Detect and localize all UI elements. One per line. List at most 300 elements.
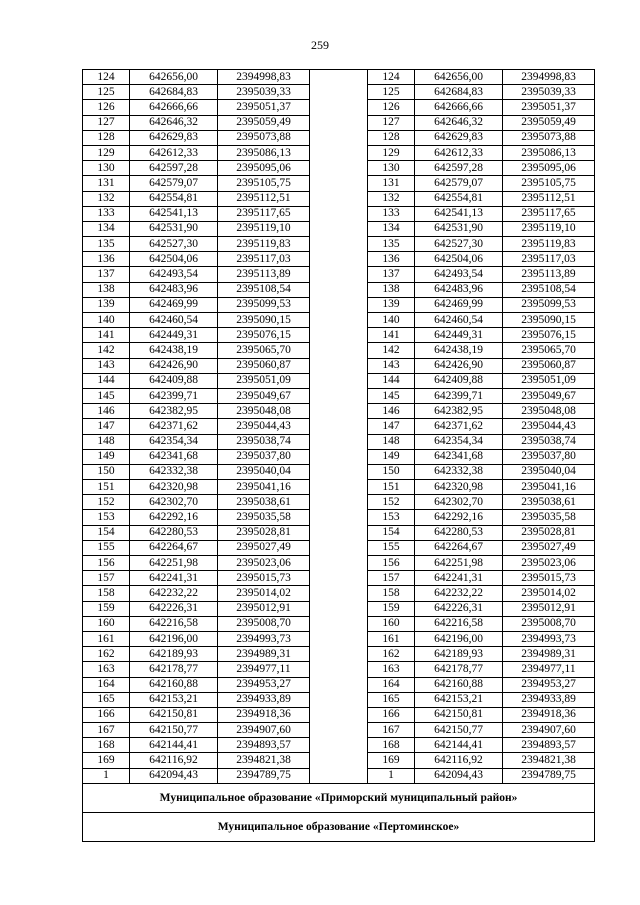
right-y-coordinate-cell: 2395041,16 xyxy=(503,480,595,495)
column-gap xyxy=(310,373,368,388)
left-y-coordinate-cell: 2395076,15 xyxy=(218,328,310,343)
table-row xyxy=(83,510,595,525)
column-gap xyxy=(310,707,368,722)
table-row xyxy=(83,692,595,707)
right-x-coordinate-cell: 642371,62 xyxy=(415,419,503,434)
left-x-coordinate-cell: 642438,19 xyxy=(130,343,218,358)
left-point-number-cell: 129 xyxy=(83,145,130,160)
left-x-coordinate-cell: 642196,00 xyxy=(130,631,218,646)
right-y-coordinate-cell: 2395105,75 xyxy=(503,176,595,191)
left-point-number-cell: 136 xyxy=(83,252,130,267)
table-row xyxy=(83,540,595,555)
column-gap xyxy=(310,100,368,115)
left-x-coordinate-cell: 642646,32 xyxy=(130,115,218,130)
table-row xyxy=(83,601,595,616)
left-x-coordinate-cell: 642232,22 xyxy=(130,586,218,601)
right-point-number-cell: 163 xyxy=(368,662,415,677)
right-point-number-cell: 150 xyxy=(368,464,415,479)
right-point-number-cell: 1 xyxy=(368,768,415,783)
left-y-coordinate-cell: 2395108,54 xyxy=(218,282,310,297)
column-gap xyxy=(310,115,368,130)
table-row xyxy=(83,237,595,252)
column-gap xyxy=(310,85,368,100)
right-x-coordinate-cell: 642612,33 xyxy=(415,145,503,160)
left-x-coordinate-cell: 642483,96 xyxy=(130,282,218,297)
column-gap xyxy=(310,434,368,449)
column-gap xyxy=(310,556,368,571)
left-x-coordinate-cell: 642241,31 xyxy=(130,571,218,586)
right-x-coordinate-cell: 642251,98 xyxy=(415,556,503,571)
left-x-coordinate-cell: 642216,58 xyxy=(130,616,218,631)
column-gap xyxy=(310,328,368,343)
left-y-coordinate-cell: 2395099,53 xyxy=(218,297,310,312)
left-point-number-cell: 159 xyxy=(83,601,130,616)
table-row xyxy=(83,738,595,753)
right-x-coordinate-cell: 642666,66 xyxy=(415,100,503,115)
left-point-number-cell: 167 xyxy=(83,723,130,738)
table-row xyxy=(83,373,595,388)
left-x-coordinate-cell: 642612,33 xyxy=(130,145,218,160)
column-gap xyxy=(310,358,368,373)
right-x-coordinate-cell: 642241,31 xyxy=(415,571,503,586)
table-row xyxy=(83,343,595,358)
column-gap xyxy=(310,313,368,328)
column-gap xyxy=(310,343,368,358)
right-y-coordinate-cell: 2395051,37 xyxy=(503,100,595,115)
right-point-number-cell: 134 xyxy=(368,221,415,236)
column-gap xyxy=(310,388,368,403)
left-x-coordinate-cell: 642541,13 xyxy=(130,206,218,221)
right-x-coordinate-cell: 642399,71 xyxy=(415,388,503,403)
table-row xyxy=(83,388,595,403)
table-row xyxy=(83,723,595,738)
left-x-coordinate-cell: 642504,06 xyxy=(130,252,218,267)
table-row xyxy=(83,586,595,601)
coordinates-table xyxy=(82,69,595,842)
left-point-number-cell: 157 xyxy=(83,571,130,586)
left-y-coordinate-cell: 2395059,49 xyxy=(218,115,310,130)
right-y-coordinate-cell: 2395060,87 xyxy=(503,358,595,373)
section-heading-row xyxy=(83,783,595,812)
left-x-coordinate-cell: 642354,34 xyxy=(130,434,218,449)
table-row xyxy=(83,495,595,510)
right-point-number-cell: 141 xyxy=(368,328,415,343)
table-row xyxy=(83,677,595,692)
table-row xyxy=(83,434,595,449)
left-y-coordinate-cell: 2395038,74 xyxy=(218,434,310,449)
left-x-coordinate-cell: 642656,00 xyxy=(130,70,218,85)
column-gap xyxy=(310,738,368,753)
right-x-coordinate-cell: 642332,38 xyxy=(415,464,503,479)
left-point-number-cell: 146 xyxy=(83,404,130,419)
right-y-coordinate-cell: 2395023,06 xyxy=(503,556,595,571)
right-y-coordinate-cell: 2394993,73 xyxy=(503,631,595,646)
left-y-coordinate-cell: 2395112,51 xyxy=(218,191,310,206)
left-y-coordinate-cell: 2395048,08 xyxy=(218,404,310,419)
column-gap xyxy=(310,510,368,525)
right-x-coordinate-cell: 642150,77 xyxy=(415,723,503,738)
right-x-coordinate-cell: 642493,54 xyxy=(415,267,503,282)
left-x-coordinate-cell: 642150,77 xyxy=(130,723,218,738)
table-row xyxy=(83,464,595,479)
table-row xyxy=(83,328,595,343)
right-point-number-cell: 154 xyxy=(368,525,415,540)
column-gap xyxy=(310,419,368,434)
table-row xyxy=(83,267,595,282)
left-y-coordinate-cell: 2395008,70 xyxy=(218,616,310,631)
left-x-coordinate-cell: 642251,98 xyxy=(130,556,218,571)
right-x-coordinate-cell: 642438,19 xyxy=(415,343,503,358)
left-y-coordinate-cell: 2395027,49 xyxy=(218,540,310,555)
right-x-coordinate-cell: 642426,90 xyxy=(415,358,503,373)
section-heading: Муниципальное образование «Приморский муниципальный район» xyxy=(83,783,595,812)
right-point-number-cell: 136 xyxy=(368,252,415,267)
column-gap xyxy=(310,464,368,479)
coordinates-table-body xyxy=(83,70,595,842)
right-x-coordinate-cell: 642320,98 xyxy=(415,480,503,495)
left-x-coordinate-cell: 642371,62 xyxy=(130,419,218,434)
right-point-number-cell: 139 xyxy=(368,297,415,312)
right-y-coordinate-cell: 2395038,74 xyxy=(503,434,595,449)
right-point-number-cell: 125 xyxy=(368,85,415,100)
left-y-coordinate-cell: 2395044,43 xyxy=(218,419,310,434)
left-y-coordinate-cell: 2395015,73 xyxy=(218,571,310,586)
right-point-number-cell: 130 xyxy=(368,161,415,176)
left-x-coordinate-cell: 642332,38 xyxy=(130,464,218,479)
left-x-coordinate-cell: 642341,68 xyxy=(130,449,218,464)
right-y-coordinate-cell: 2395037,80 xyxy=(503,449,595,464)
left-y-coordinate-cell: 2395117,65 xyxy=(218,206,310,221)
column-gap xyxy=(310,297,368,312)
right-y-coordinate-cell: 2395038,61 xyxy=(503,495,595,510)
section-heading: Муниципальное образование «Пертоминское» xyxy=(83,812,595,841)
column-gap xyxy=(310,586,368,601)
table-row xyxy=(83,753,595,768)
left-point-number-cell: 147 xyxy=(83,419,130,434)
left-x-coordinate-cell: 642160,88 xyxy=(130,677,218,692)
right-point-number-cell: 143 xyxy=(368,358,415,373)
right-point-number-cell: 140 xyxy=(368,313,415,328)
left-x-coordinate-cell: 642666,66 xyxy=(130,100,218,115)
table-row xyxy=(83,221,595,236)
right-x-coordinate-cell: 642226,31 xyxy=(415,601,503,616)
right-x-coordinate-cell: 642646,32 xyxy=(415,115,503,130)
left-x-coordinate-cell: 642449,31 xyxy=(130,328,218,343)
column-gap xyxy=(310,631,368,646)
right-point-number-cell: 157 xyxy=(368,571,415,586)
left-y-coordinate-cell: 2395090,15 xyxy=(218,313,310,328)
left-y-coordinate-cell: 2395014,02 xyxy=(218,586,310,601)
left-point-number-cell: 137 xyxy=(83,267,130,282)
left-point-number-cell: 168 xyxy=(83,738,130,753)
table-row xyxy=(83,85,595,100)
left-x-coordinate-cell: 642469,99 xyxy=(130,297,218,312)
right-x-coordinate-cell: 642196,00 xyxy=(415,631,503,646)
left-point-number-cell: 131 xyxy=(83,176,130,191)
right-x-coordinate-cell: 642216,58 xyxy=(415,616,503,631)
left-y-coordinate-cell: 2395065,70 xyxy=(218,343,310,358)
table-row xyxy=(83,707,595,722)
column-gap xyxy=(310,540,368,555)
right-x-coordinate-cell: 642409,88 xyxy=(415,373,503,388)
column-gap xyxy=(310,616,368,631)
column-gap xyxy=(310,267,368,282)
right-x-coordinate-cell: 642354,34 xyxy=(415,434,503,449)
table-row xyxy=(83,161,595,176)
table-row xyxy=(83,145,595,160)
left-point-number-cell: 162 xyxy=(83,647,130,662)
table-row xyxy=(83,206,595,221)
table-row xyxy=(83,313,595,328)
right-x-coordinate-cell: 642341,68 xyxy=(415,449,503,464)
right-x-coordinate-cell: 642684,83 xyxy=(415,85,503,100)
table-row xyxy=(83,647,595,662)
right-x-coordinate-cell: 642579,07 xyxy=(415,176,503,191)
left-y-coordinate-cell: 2395095,06 xyxy=(218,161,310,176)
right-x-coordinate-cell: 642292,16 xyxy=(415,510,503,525)
left-x-coordinate-cell: 642150,81 xyxy=(130,707,218,722)
table-row xyxy=(83,616,595,631)
right-y-coordinate-cell: 2395035,58 xyxy=(503,510,595,525)
left-point-number-cell: 124 xyxy=(83,70,130,85)
table-row xyxy=(83,358,595,373)
right-point-number-cell: 166 xyxy=(368,707,415,722)
right-y-coordinate-cell: 2395119,83 xyxy=(503,237,595,252)
right-point-number-cell: 133 xyxy=(368,206,415,221)
right-y-coordinate-cell: 2395048,08 xyxy=(503,404,595,419)
column-gap xyxy=(310,221,368,236)
left-y-coordinate-cell: 2395049,67 xyxy=(218,388,310,403)
right-point-number-cell: 145 xyxy=(368,388,415,403)
left-x-coordinate-cell: 642426,90 xyxy=(130,358,218,373)
right-point-number-cell: 135 xyxy=(368,237,415,252)
right-point-number-cell: 126 xyxy=(368,100,415,115)
left-point-number-cell: 139 xyxy=(83,297,130,312)
right-y-coordinate-cell: 2395119,10 xyxy=(503,221,595,236)
right-y-coordinate-cell: 2395117,03 xyxy=(503,252,595,267)
right-y-coordinate-cell: 2395028,81 xyxy=(503,525,595,540)
right-point-number-cell: 124 xyxy=(368,70,415,85)
right-point-number-cell: 168 xyxy=(368,738,415,753)
right-x-coordinate-cell: 642656,00 xyxy=(415,70,503,85)
right-x-coordinate-cell: 642094,43 xyxy=(415,768,503,783)
table-row xyxy=(83,176,595,191)
right-y-coordinate-cell: 2395113,89 xyxy=(503,267,595,282)
column-gap xyxy=(310,601,368,616)
left-x-coordinate-cell: 642264,67 xyxy=(130,540,218,555)
left-x-coordinate-cell: 642153,21 xyxy=(130,692,218,707)
table-row xyxy=(83,130,595,145)
right-y-coordinate-cell: 2395008,70 xyxy=(503,616,595,631)
left-y-coordinate-cell: 2395012,91 xyxy=(218,601,310,616)
left-point-number-cell: 1 xyxy=(83,768,130,783)
table-row xyxy=(83,252,595,267)
left-point-number-cell: 150 xyxy=(83,464,130,479)
column-gap xyxy=(310,252,368,267)
column-gap xyxy=(310,404,368,419)
right-point-number-cell: 142 xyxy=(368,343,415,358)
right-point-number-cell: 156 xyxy=(368,556,415,571)
table-row xyxy=(83,70,595,85)
left-y-coordinate-cell: 2394993,73 xyxy=(218,631,310,646)
column-gap xyxy=(310,191,368,206)
right-point-number-cell: 144 xyxy=(368,373,415,388)
table-row xyxy=(83,631,595,646)
right-y-coordinate-cell: 2394933,89 xyxy=(503,692,595,707)
left-x-coordinate-cell: 642116,92 xyxy=(130,753,218,768)
right-y-coordinate-cell: 2394918,36 xyxy=(503,707,595,722)
left-y-coordinate-cell: 2395039,33 xyxy=(218,85,310,100)
left-x-coordinate-cell: 642460,54 xyxy=(130,313,218,328)
left-y-coordinate-cell: 2394953,27 xyxy=(218,677,310,692)
left-x-coordinate-cell: 642292,16 xyxy=(130,510,218,525)
column-gap xyxy=(310,130,368,145)
left-x-coordinate-cell: 642094,43 xyxy=(130,768,218,783)
right-y-coordinate-cell: 2395059,49 xyxy=(503,115,595,130)
left-y-coordinate-cell: 2394998,83 xyxy=(218,70,310,85)
right-y-coordinate-cell: 2395095,06 xyxy=(503,161,595,176)
left-point-number-cell: 135 xyxy=(83,237,130,252)
right-point-number-cell: 129 xyxy=(368,145,415,160)
right-y-coordinate-cell: 2395027,49 xyxy=(503,540,595,555)
right-point-number-cell: 155 xyxy=(368,540,415,555)
left-point-number-cell: 154 xyxy=(83,525,130,540)
right-x-coordinate-cell: 642597,28 xyxy=(415,161,503,176)
right-y-coordinate-cell: 2394989,31 xyxy=(503,647,595,662)
left-point-number-cell: 169 xyxy=(83,753,130,768)
left-x-coordinate-cell: 642226,31 xyxy=(130,601,218,616)
right-y-coordinate-cell: 2395073,88 xyxy=(503,130,595,145)
right-y-coordinate-cell: 2395051,09 xyxy=(503,373,595,388)
left-point-number-cell: 133 xyxy=(83,206,130,221)
left-y-coordinate-cell: 2394989,31 xyxy=(218,647,310,662)
right-y-coordinate-cell: 2394821,38 xyxy=(503,753,595,768)
page-number: 259 xyxy=(311,38,329,52)
right-x-coordinate-cell: 642280,53 xyxy=(415,525,503,540)
left-y-coordinate-cell: 2395073,88 xyxy=(218,130,310,145)
table-row xyxy=(83,571,595,586)
left-y-coordinate-cell: 2394918,36 xyxy=(218,707,310,722)
left-x-coordinate-cell: 642399,71 xyxy=(130,388,218,403)
column-gap xyxy=(310,449,368,464)
left-y-coordinate-cell: 2395041,16 xyxy=(218,480,310,495)
right-point-number-cell: 159 xyxy=(368,601,415,616)
right-x-coordinate-cell: 642527,30 xyxy=(415,237,503,252)
table-row xyxy=(83,100,595,115)
right-point-number-cell: 167 xyxy=(368,723,415,738)
left-point-number-cell: 153 xyxy=(83,510,130,525)
left-point-number-cell: 163 xyxy=(83,662,130,677)
left-point-number-cell: 126 xyxy=(83,100,130,115)
table-row xyxy=(83,297,595,312)
left-point-number-cell: 128 xyxy=(83,130,130,145)
left-y-coordinate-cell: 2394821,38 xyxy=(218,753,310,768)
column-gap xyxy=(310,70,368,85)
left-x-coordinate-cell: 642629,83 xyxy=(130,130,218,145)
left-y-coordinate-cell: 2395113,89 xyxy=(218,267,310,282)
right-point-number-cell: 153 xyxy=(368,510,415,525)
left-x-coordinate-cell: 642409,88 xyxy=(130,373,218,388)
left-x-coordinate-cell: 642144,41 xyxy=(130,738,218,753)
right-point-number-cell: 152 xyxy=(368,495,415,510)
left-y-coordinate-cell: 2395086,13 xyxy=(218,145,310,160)
left-y-coordinate-cell: 2395038,61 xyxy=(218,495,310,510)
right-y-coordinate-cell: 2394893,57 xyxy=(503,738,595,753)
table-row xyxy=(83,556,595,571)
right-point-number-cell: 146 xyxy=(368,404,415,419)
right-point-number-cell: 147 xyxy=(368,419,415,434)
left-x-coordinate-cell: 642320,98 xyxy=(130,480,218,495)
column-gap xyxy=(310,647,368,662)
left-x-coordinate-cell: 642527,30 xyxy=(130,237,218,252)
right-y-coordinate-cell: 2395015,73 xyxy=(503,571,595,586)
left-point-number-cell: 149 xyxy=(83,449,130,464)
right-y-coordinate-cell: 2394907,60 xyxy=(503,723,595,738)
right-point-number-cell: 127 xyxy=(368,115,415,130)
left-y-coordinate-cell: 2394893,57 xyxy=(218,738,310,753)
table-row xyxy=(83,480,595,495)
left-point-number-cell: 148 xyxy=(83,434,130,449)
left-y-coordinate-cell: 2395119,83 xyxy=(218,237,310,252)
table-row xyxy=(83,115,595,130)
left-y-coordinate-cell: 2395023,06 xyxy=(218,556,310,571)
left-y-coordinate-cell: 2394907,60 xyxy=(218,723,310,738)
left-point-number-cell: 142 xyxy=(83,343,130,358)
table-row xyxy=(83,282,595,297)
left-point-number-cell: 161 xyxy=(83,631,130,646)
right-point-number-cell: 164 xyxy=(368,677,415,692)
column-gap xyxy=(310,206,368,221)
left-x-coordinate-cell: 642554,81 xyxy=(130,191,218,206)
column-gap xyxy=(310,692,368,707)
right-y-coordinate-cell: 2395049,67 xyxy=(503,388,595,403)
left-point-number-cell: 134 xyxy=(83,221,130,236)
section-heading-row xyxy=(83,812,595,841)
left-x-coordinate-cell: 642531,90 xyxy=(130,221,218,236)
column-gap xyxy=(310,176,368,191)
left-y-coordinate-cell: 2395051,37 xyxy=(218,100,310,115)
left-x-coordinate-cell: 642382,95 xyxy=(130,404,218,419)
column-gap xyxy=(310,145,368,160)
right-y-coordinate-cell: 2395014,02 xyxy=(503,586,595,601)
right-y-coordinate-cell: 2394953,27 xyxy=(503,677,595,692)
left-point-number-cell: 160 xyxy=(83,616,130,631)
right-x-coordinate-cell: 642160,88 xyxy=(415,677,503,692)
right-x-coordinate-cell: 642144,41 xyxy=(415,738,503,753)
left-point-number-cell: 145 xyxy=(83,388,130,403)
right-point-number-cell: 161 xyxy=(368,631,415,646)
right-y-coordinate-cell: 2395039,33 xyxy=(503,85,595,100)
column-gap xyxy=(310,525,368,540)
column-gap xyxy=(310,237,368,252)
right-y-coordinate-cell: 2395099,53 xyxy=(503,297,595,312)
right-x-coordinate-cell: 642504,06 xyxy=(415,252,503,267)
right-y-coordinate-cell: 2394977,11 xyxy=(503,662,595,677)
table-row xyxy=(83,768,595,783)
left-point-number-cell: 158 xyxy=(83,586,130,601)
column-gap xyxy=(310,282,368,297)
left-y-coordinate-cell: 2395037,80 xyxy=(218,449,310,464)
column-gap xyxy=(310,495,368,510)
left-x-coordinate-cell: 642178,77 xyxy=(130,662,218,677)
left-point-number-cell: 166 xyxy=(83,707,130,722)
left-point-number-cell: 140 xyxy=(83,313,130,328)
left-y-coordinate-cell: 2395051,09 xyxy=(218,373,310,388)
right-point-number-cell: 137 xyxy=(368,267,415,282)
left-point-number-cell: 156 xyxy=(83,556,130,571)
right-y-coordinate-cell: 2395090,15 xyxy=(503,313,595,328)
column-gap xyxy=(310,662,368,677)
